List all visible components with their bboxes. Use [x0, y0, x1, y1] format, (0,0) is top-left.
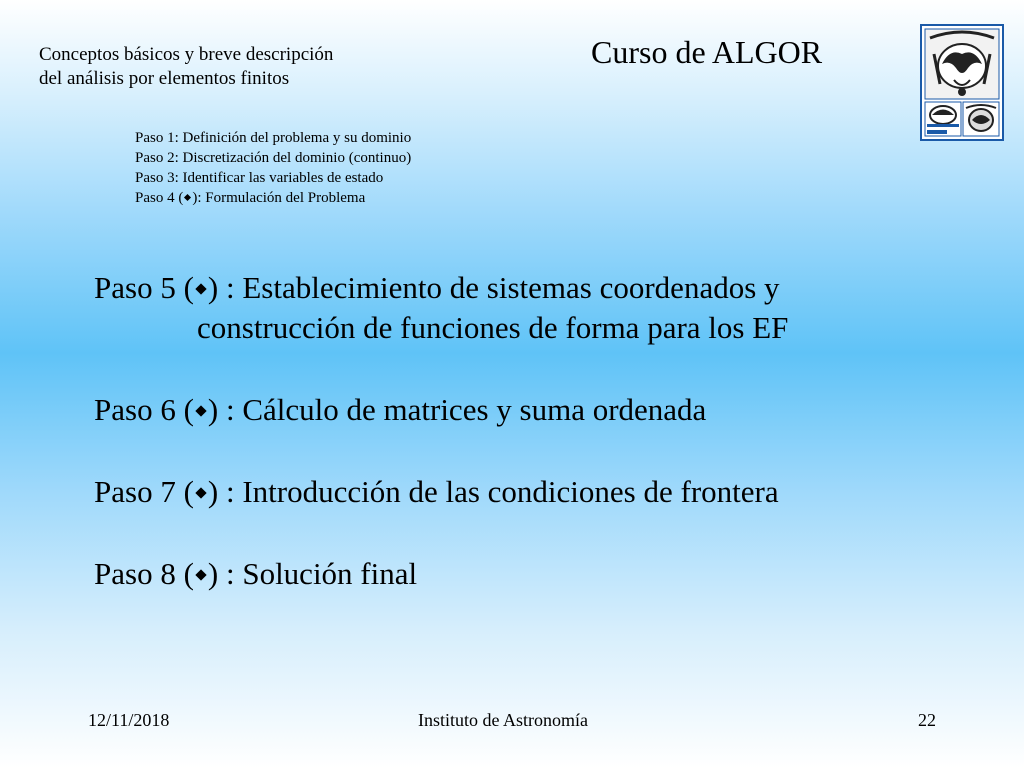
main-step-7 — [94, 472, 984, 512]
course-title: Curso de ALGOR — [591, 34, 823, 70]
main-steps-list — [94, 268, 984, 594]
diamond-bullet-icon — [195, 487, 206, 498]
diamond-bullet-icon — [184, 194, 191, 201]
subtitle-line-2: del análisis por elementos finitos — [39, 68, 290, 89]
main-step-7-suffix: ) : — [207, 474, 235, 509]
main-step-8-prefix: Paso 8 ( — [94, 556, 194, 591]
previous-step-3-prefix: Paso 3: — [135, 170, 179, 186]
main-step-7-text: Introducción de las condiciones de frontera — [242, 474, 779, 509]
diamond-bullet-icon — [195, 569, 206, 580]
main-step-5-prefix: Paso 5 ( — [94, 270, 194, 305]
diamond-bullet-icon — [195, 405, 206, 416]
previous-step-4-prefix: Paso 4 ( — [135, 190, 184, 206]
main-step-6-text: Cálculo de matrices y suma ordenada — [242, 392, 707, 427]
main-step-8-text: Solución final — [242, 556, 418, 591]
unam-logo-graphic — [920, 24, 1004, 141]
previous-step-4-suffix: ): — [192, 190, 202, 206]
main-step-6 — [94, 390, 984, 430]
previous-step-1-text: Definición del problema y su dominio — [182, 130, 412, 146]
previous-step-3-text: Identificar las variables de estado — [182, 170, 384, 186]
main-step-6-prefix: Paso 6 ( — [94, 392, 194, 427]
main-step-5-line-2: construcción de funciones de forma para los EF — [197, 310, 789, 345]
footer-date: 12/11/2018 — [88, 710, 170, 730]
subtitle-line-1: Conceptos básicos y breve descripción — [39, 44, 334, 65]
main-step-6-suffix: ) : — [207, 392, 235, 427]
main-step-8-suffix: ) : — [207, 556, 235, 591]
footer-institute: Instituto de Astronomía — [418, 710, 588, 730]
slide-subtitle — [39, 43, 333, 91]
unam-logo — [920, 24, 1004, 141]
main-step-7-prefix: Paso 7 ( — [94, 474, 194, 509]
main-step-5-suffix: ) : — [207, 270, 235, 305]
previous-step-2-prefix: Paso 2: — [135, 150, 179, 166]
previous-step-1-prefix: Paso 1: — [135, 130, 179, 146]
diamond-bullet-icon — [195, 283, 206, 294]
previous-step-4 — [135, 188, 411, 208]
previous-steps-list — [135, 128, 411, 208]
main-step-8 — [94, 554, 984, 594]
previous-step-2 — [135, 148, 411, 168]
previous-step-3 — [135, 168, 411, 188]
previous-step-4-text: Formulación del Problema — [205, 190, 366, 206]
previous-step-2-text: Discretización del dominio (continuo) — [182, 150, 412, 166]
previous-step-1 — [135, 128, 411, 148]
main-step-5-line-1: Establecimiento de sistemas coordenados y — [242, 270, 780, 305]
slide-number: 22 — [918, 710, 936, 730]
main-step-5 — [94, 268, 984, 348]
